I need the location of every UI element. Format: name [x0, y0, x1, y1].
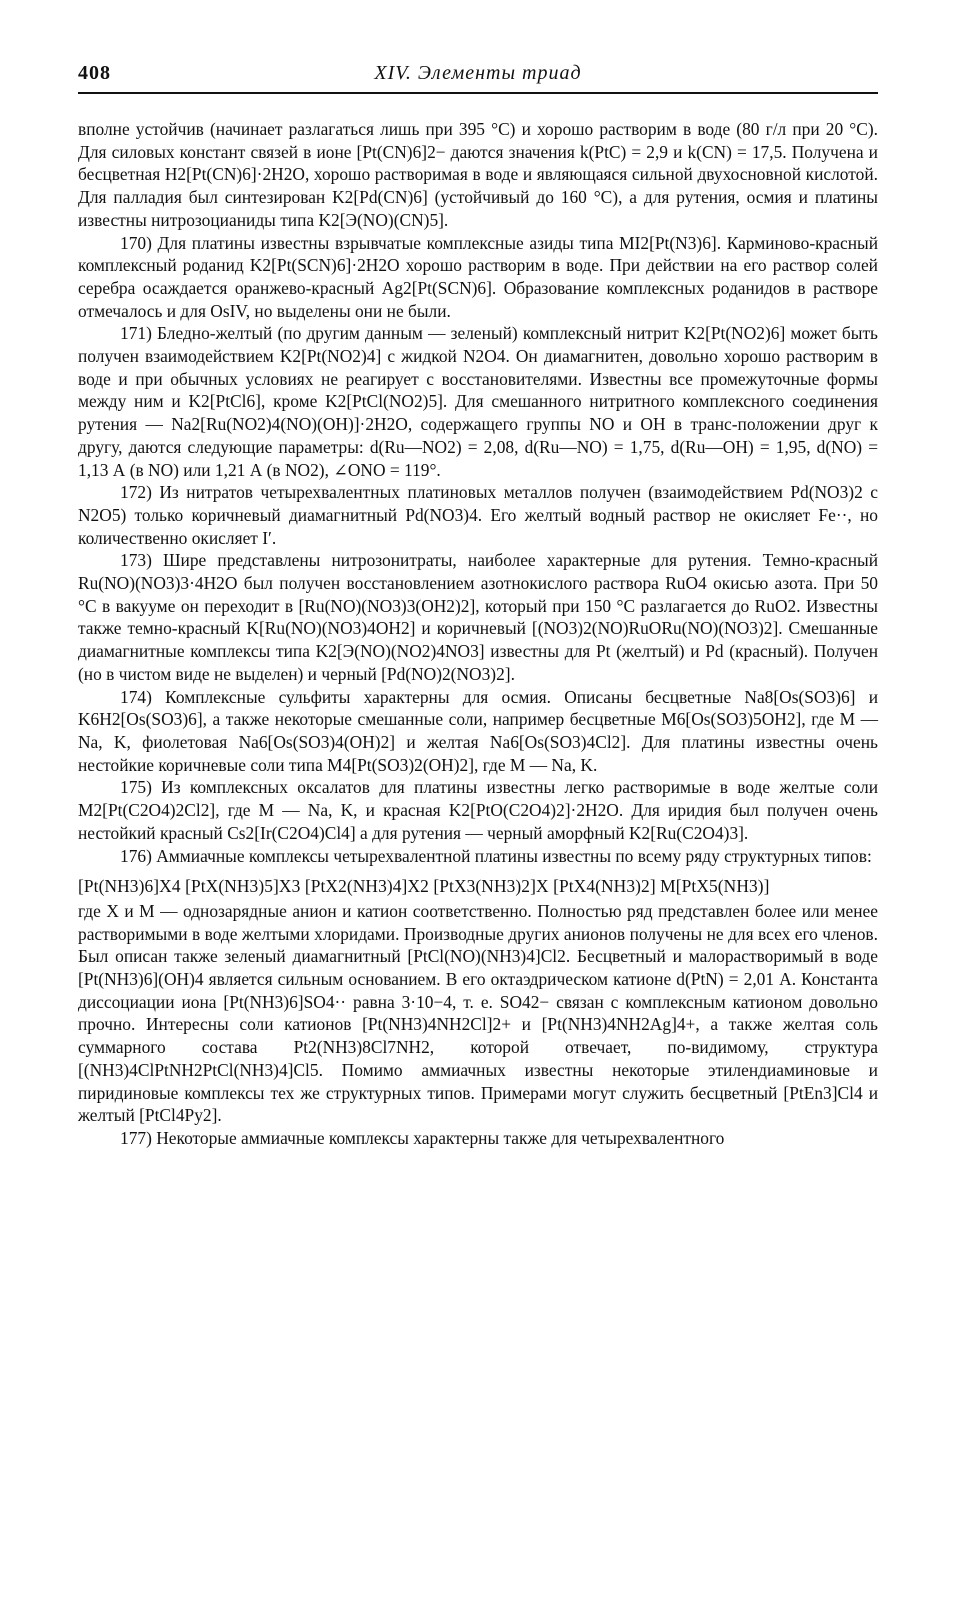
book-page — [78, 58, 878, 1150]
paragraph-176-continuation: где X и M — однозарядные анион и катион соответственно. Полностью ряд представлен более или менее растворимыми в воде желтыми хлоридами. Производные других анионов получены не для всех его членов. Был описан также зеленый диамагнитный [PtCl(NO)(NH3)4]Cl2. Бесцветный и малорастворимый в воде [Pt(NH3)6](OH)4 является сильным основанием. В его октаэдрическом катионе d(PtN) = 2,01 А. Константа диссоциации иона [Pt(NH3)6]SO4·· равна 3·10−4, т. е. SO42− связан с комплексным катионом довольно прочно. Интересны соли катионов [Pt(NH3)4NH2Cl]2+ и [Pt(NH3)4NH2Ag]4+, а также желтая соль суммарного состава Pt2(NH3)8Cl7NH2, которой отвечает, по-видимому, структура [(NH3)4ClPtNH2PtCl(NH3)4]Cl5. Помимо аммиачных известны некоторые этилендиаминовые и пиридиновые комплексы тех же структурных типов. Примерами могут служить бесцветный [PtEn3]Cl4 и желтый [PtCl4Py2]. — [78, 900, 878, 1126]
paragraph-171-nitrites: 171) Бледно-желтый (по другим данным — зеленый) комплексный нитрит K2[Pt(NO2)6] может быть получен взаимодействием K2[Pt(NO2)4] с жидкой N2O4. Он диамагнитен, довольно хорошо растворим в воде и при обычных условиях не реагирует с восстановителями. Известны все промежуточные формы между ним и K2[PtCl6], кроме K2[PtCl(NO2)5]. Для смешанного нитритного комплексного соединения рутения — Na2[Ru(NO2)4(NO)(OH)]·2H2O, содержащего группы NO и OH в транс-положении друг к другу, даются следующие параметры: d(Ru—NO2) = 2,08, d(Ru—NO) = 1,75, d(Ru—OH) = 1,95, d(NO) = 1,13 А (в NO) или 1,21 А (в NO2), ∠ONO = 119°. — [78, 323, 878, 480]
paragraph-177-start: 177) Некоторые аммиачные комплексы характерны также для четырехвалентного — [120, 1127, 725, 1148]
paragraph-174-sulfites: 174) Комплексные сульфиты характерны для осмия. Описаны бесцветные Na8[Os(SO3)6] и K6H2[Os(SO3)6], а также некоторые смешанные соли, например бесцветные M6[Os(SO3)5OH2], где M — Na, K, фиолетовая Na6[Os(SO3)4(OH)2] и желтая Na6[Os(SO3)4Cl2]. Для платины известны очень нестойкие коричневые соли типа M4[Pt(SO3)2(OH)2], где M — Na, K. — [78, 686, 878, 775]
page-header — [78, 58, 878, 94]
paragraph-continuation: вполне устойчив (начинает разлагаться лишь при 395 °С) и хорошо растворим в воде (80 г/л при 20 °С). Для силовых констант связей в ионе [Pt(CN)6]2− даются значения k(PtC) = 2,9 и k(CN) = 17,5. Получена и бесцветная H2[Pt(CN)6]·2H2O, хорошо растворимая в воде и являющаяся сильной двухосновной кислотой. Для палладия был синтезирован K2[Pd(CN)6] (устойчивый до 160 °С), а для рутения, осмия и платины известны нитрозоцианиды типа K2[Э(NO)(CN)5]. — [78, 119, 878, 230]
running-title: XIV. Элементы триад — [374, 62, 582, 84]
paragraph-173-nitrosonitrates: 173) Шире представлены нитрозонитраты, наиболее характерные для рутения. Темно-красный Ru(NO)(NO3)3·4H2O был получен восстановлением азотнокислого раствора RuO4 окисью азота. При 50 °С в вакууме он переходит в [Ru(NO)(NO3)3(OH2)2], который при 150 °С разлагается до RuO2. Известны также темно-красный K[Ru(NO)(NO3)4OH2] и коричневый [(NO3)2(NO)RuORu(NO)(NO3)2]. Смешанные диамагнитные комплексы типа K2[Э(NO)(NO2)4NO3] известны для Pt (желтый) и Pd (красный). Получен (но в чистом виде не выделен) и черный [Pd(NO)2(NO3)2]. — [78, 550, 878, 684]
paragraph-170-azides-thiocyanates: 170) Для платины известны взрывчатые комплексные азиды типа MI2[Pt(N3)6]. Карминово-красный комплексный роданид K2[Pt(SCN)6]·2H2O хорошо растворим в воде. При действии на его раствор солей серебра осаждается оранжево-красный Ag2[Pt(SCN)6]. Образование комплексных роданидов в растворе отмечалось и для OsIV, но выделены они не были. — [78, 232, 878, 321]
page-number: 408 — [78, 62, 111, 84]
paragraph-172-nitrates: 172) Из нитратов четырехвалентных платиновых металлов получен (взаимодействием Pd(NO3)2 с N2O5) только коричневый диамагнитный Pd(NO3)4. Его желтый водный раствор не окисляет Fe··, но количественно окисляет I′. — [78, 482, 878, 548]
paragraph-175-oxalates: 175) Из комплексных оксалатов для платины известны легко растворимые в воде желтые соли M2[Pt(C2O4)2Cl2], где M — Na, K, и красная K2[PtO(C2O4)2]·2H2O. Для иридия был получен очень нестойкий красный Cs2[Ir(C2O4)Cl4] а для рутения — черный аморфный K2[Ru(C2O4)3]. — [78, 777, 878, 843]
structural-types-formula: [Pt(NH3)6]X4 [PtX(NH3)5]X3 [PtX2(NH3)4]X2 [PtX3(NH3)2]X [PtX4(NH3)2] M[PtX5(NH3)] — [78, 876, 770, 897]
page-body — [78, 118, 878, 1150]
paragraph-176-ammine-complexes: 176) Аммиачные комплексы четырехвалентной платины известны по всему ряду структурных типов: — [120, 845, 872, 866]
